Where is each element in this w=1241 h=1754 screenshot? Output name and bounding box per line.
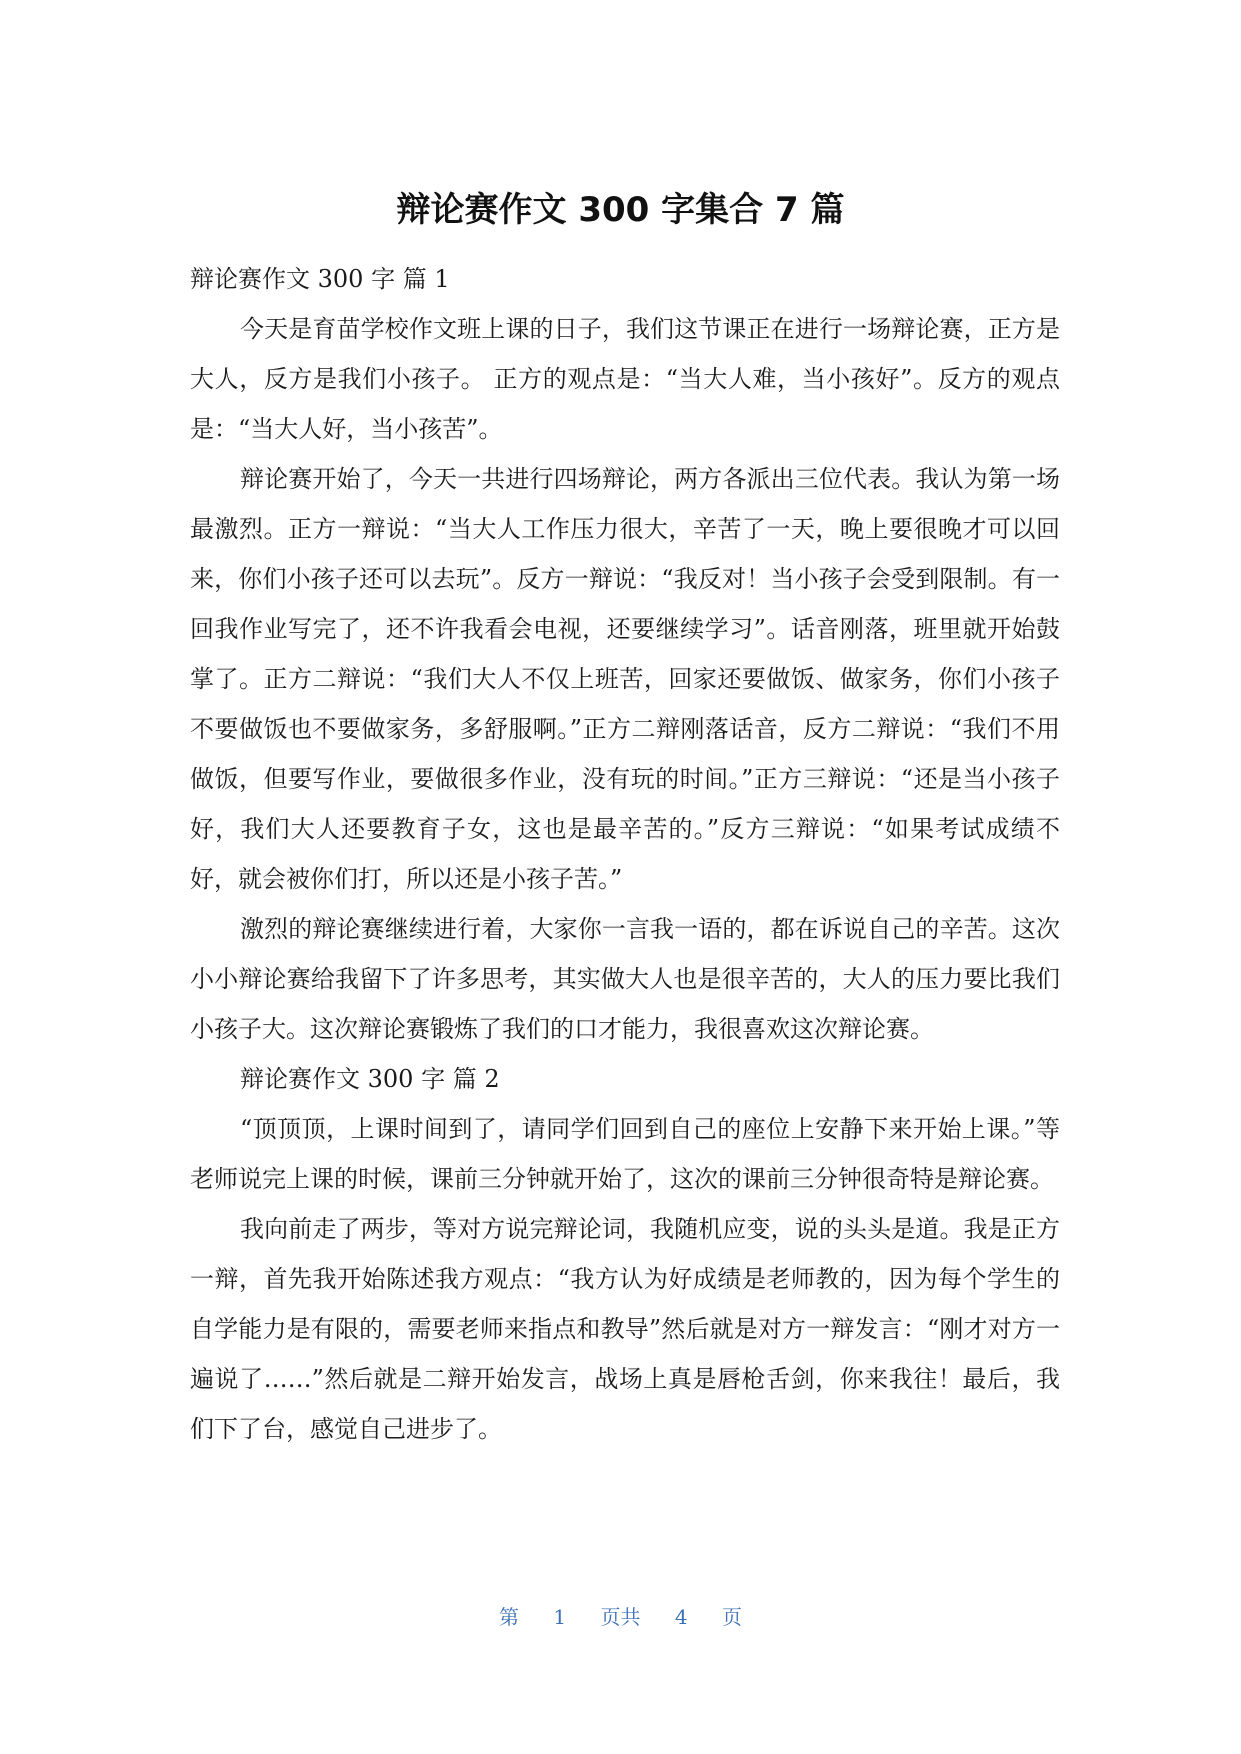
page-label-suffix: 页	[721, 1605, 742, 1629]
paragraph: 激烈的辩论赛继续进行着，大家你一言我一语的，都在诉说自己的辛苦。这次小小辩论赛给我留下了许多思考，其实做大人也是很辛苦的，大人的压力要比我们小孩子大。这次辩论赛锻炼了我们的口才能力，我很喜欢这次辩论赛。	[190, 915, 1060, 1043]
paragraph: 今天是育苗学校作文班上课的日子，我们这节课正在进行一场辩论赛，正方是大人，反方是我们小孩子。 正方的观点是：“当大人难，当小孩好”。反方的观点是：“当大人好，当小孩苦”。	[190, 315, 1060, 443]
document-title: 辩论赛作文 300 字集合 7 篇	[396, 190, 845, 230]
section-heading-2: 辩论赛作文 300 字 篇 2	[240, 1065, 500, 1093]
section-heading-1: 辩论赛作文 300 字 篇 1	[190, 265, 450, 293]
paragraph: “顶顶顶，上课时间到了，请同学们回到自己的座位上安静下来开始上课。”等老师说完上课的时候，课前三分钟就开始了，这次的课前三分钟很奇特是辩论赛。	[190, 1115, 1060, 1193]
paragraph: 我向前走了两步，等对方说完辩论词，我随机应变，说的头头是道。我是正方一辩，首先我开始陈述我方观点：“我方认为好成绩是老师教的，因为每个学生的自学能力是有限的，需要老师来指点和教导”然后就是对方一辩发言：“刚才对方一遍说了……”然后就是二辩开始发言，战场上真是唇枪舌剑，你来我往！最后，我们下了台，感觉自己进步了。	[190, 1215, 1060, 1443]
paragraph: 辩论赛开始了，今天一共进行四场辩论，两方各派出三位代表。我认为第一场最激烈。正方一辩说：“当大人工作压力很大，辛苦了一天，晚上要很晚才可以回来，你们小孩子还可以去玩”。反方一辩说：“我反对！当小孩子会受到限制。有一回我作业写完了，还不许我看会电视，还要继续学习”。话音刚落，班里就开始鼓掌了。正方二辩说：“我们大人不仅上班苦，回家还要做饭、做家务，你们小孩子不要做饭也不要做家务，多舒服啊。”正方二辩刚落话音，反方二辩说：“我们不用做饭，但要写作业，要做很多作业，没有玩的时间。”正方三辩说：“还是当小孩子好，我们大人还要教育子女，这也是最辛苦的。”反方三辩说：“如果考试成绩不好，就会被你们打，所以还是小孩子苦。”	[190, 465, 1060, 893]
current-page-number: 1	[553, 1605, 567, 1629]
document-body	[190, 254, 1060, 1454]
page-footer	[0, 1602, 1241, 1632]
page-label-prefix: 第	[499, 1605, 520, 1629]
total-pages-number: 4	[674, 1605, 688, 1629]
page-label-mid: 页共	[600, 1605, 641, 1629]
